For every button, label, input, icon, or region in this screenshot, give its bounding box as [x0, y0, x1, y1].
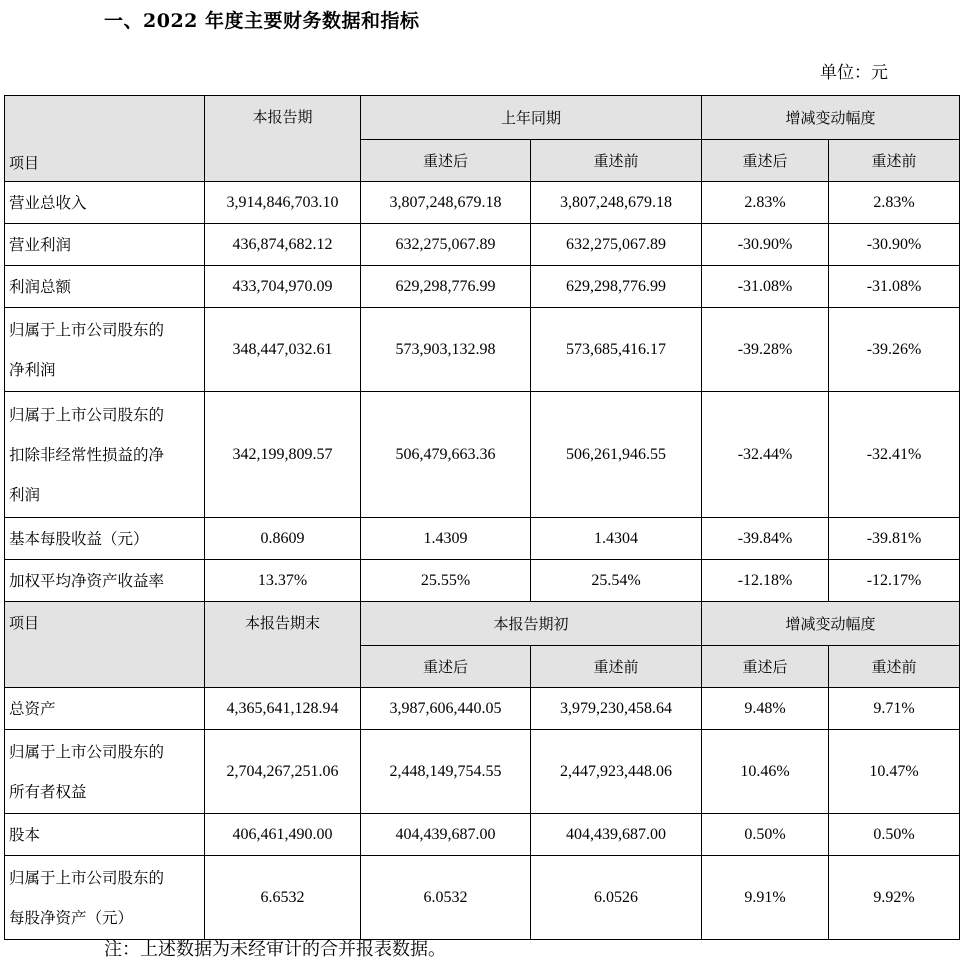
cell-restated: 25.55% — [361, 560, 531, 602]
header-change: 增减变动幅度 — [702, 602, 960, 646]
cell-restated: 573,903,132.98 — [361, 308, 531, 392]
cell-original: 2,447,923,448.06 — [531, 730, 702, 814]
unit-label: 单位：元 — [820, 63, 888, 83]
row-label-line: 利润总额 — [9, 277, 72, 296]
cell-restated: 2,448,149,754.55 — [361, 730, 531, 814]
header-change: 增减变动幅度 — [702, 96, 960, 140]
cell-current: 2,704,267,251.06 — [205, 730, 361, 814]
cell-original: 629,298,776.99 — [531, 266, 702, 308]
cell-chg-restated: -30.90% — [702, 224, 829, 266]
cell-chg-restated: -39.28% — [702, 308, 829, 392]
cell-current: 0.8609 — [205, 518, 361, 560]
table-row — [5, 182, 960, 224]
cell-chg-original: 2.83% — [829, 182, 960, 224]
table-row — [5, 308, 960, 392]
row-label — [5, 182, 205, 224]
cell-current: 406,461,490.00 — [205, 814, 361, 856]
cell-chg-original: 9.71% — [829, 688, 960, 730]
cell-current: 436,874,682.12 — [205, 224, 361, 266]
row-label — [5, 392, 205, 518]
cell-original: 506,261,946.55 — [531, 392, 702, 518]
cell-chg-original: 9.92% — [829, 856, 960, 940]
cell-original: 573,685,416.17 — [531, 308, 702, 392]
header-restated: 重述后 — [361, 140, 531, 182]
header-change-restated: 重述后 — [702, 646, 829, 688]
cell-chg-original: -39.81% — [829, 518, 960, 560]
row-label — [5, 308, 205, 392]
header-item: 项目 — [5, 96, 205, 182]
cell-restated: 3,807,248,679.18 — [361, 182, 531, 224]
cell-chg-restated: 0.50% — [702, 814, 829, 856]
header-row — [5, 96, 960, 140]
header-change-restated: 重述后 — [702, 140, 829, 182]
row-label — [5, 266, 205, 308]
row-label — [5, 730, 205, 814]
cell-chg-restated: 2.83% — [702, 182, 829, 224]
section-title: 一、2022 年度主要财务数据和指标 — [104, 10, 420, 32]
row-label-line: 总资产 — [9, 699, 56, 718]
cell-restated: 1.4309 — [361, 518, 531, 560]
cell-chg-restated: -32.44% — [702, 392, 829, 518]
header-original: 重述前 — [531, 646, 702, 688]
cell-restated: 3,987,606,440.05 — [361, 688, 531, 730]
cell-chg-restated: 9.91% — [702, 856, 829, 940]
table-row — [5, 688, 960, 730]
cell-chg-original: -12.17% — [829, 560, 960, 602]
table-row — [5, 224, 960, 266]
financial-table — [4, 95, 960, 940]
header-item: 项目 — [5, 602, 205, 688]
header-row — [5, 602, 960, 646]
cell-chg-restated: -39.84% — [702, 518, 829, 560]
row-label — [5, 856, 205, 940]
row-label-line: 基本每股收益（元） — [9, 529, 149, 548]
cell-current: 342,199,809.57 — [205, 392, 361, 518]
cell-original: 1.4304 — [531, 518, 702, 560]
cell-chg-restated: -12.18% — [702, 560, 829, 602]
header-current-period-end: 本报告期末 — [205, 602, 361, 688]
cell-chg-original: -32.41% — [829, 392, 960, 518]
cell-chg-original: -30.90% — [829, 224, 960, 266]
row-label-line: 每股净资产（元） — [9, 908, 134, 927]
cell-current: 348,447,032.61 — [205, 308, 361, 392]
row-label-line: 归属于上市公司股东的 — [9, 742, 165, 761]
row-label-line: 所有者权益 — [9, 782, 87, 801]
cell-original: 3,807,248,679.18 — [531, 182, 702, 224]
cell-restated: 6.0532 — [361, 856, 531, 940]
header-period-start: 本报告期初 — [361, 602, 702, 646]
cell-chg-restated: -31.08% — [702, 266, 829, 308]
header-current-period: 本报告期 — [205, 96, 361, 182]
header-original: 重述前 — [531, 140, 702, 182]
row-label-line: 归属于上市公司股东的 — [9, 405, 165, 424]
row-label-line: 归属于上市公司股东的 — [9, 320, 165, 339]
row-label — [5, 518, 205, 560]
cell-restated: 632,275,067.89 — [361, 224, 531, 266]
row-label-line: 归属于上市公司股东的 — [9, 868, 165, 887]
financial-table-body — [5, 96, 960, 940]
table-row — [5, 266, 960, 308]
cell-chg-restated: 9.48% — [702, 688, 829, 730]
header-change-original: 重述前 — [829, 646, 960, 688]
cell-current: 4,365,641,128.94 — [205, 688, 361, 730]
cell-chg-original: -39.26% — [829, 308, 960, 392]
row-label-line: 股本 — [9, 825, 41, 844]
table-row — [5, 856, 960, 940]
table-row — [5, 518, 960, 560]
footnote: 注：上述数据为未经审计的合并报表数据。 — [104, 939, 446, 960]
row-label — [5, 560, 205, 602]
cell-original: 404,439,687.00 — [531, 814, 702, 856]
row-label — [5, 688, 205, 730]
row-label-line: 利润 — [9, 485, 41, 504]
table-row — [5, 560, 960, 602]
row-label-line: 净利润 — [9, 360, 56, 379]
cell-restated: 629,298,776.99 — [361, 266, 531, 308]
cell-chg-original: 0.50% — [829, 814, 960, 856]
cell-restated: 404,439,687.00 — [361, 814, 531, 856]
row-label-line: 营业总收入 — [9, 193, 87, 212]
cell-current: 3,914,846,703.10 — [205, 182, 361, 224]
cell-current: 6.6532 — [205, 856, 361, 940]
cell-chg-original: -31.08% — [829, 266, 960, 308]
row-label-line: 扣除非经常性损益的净 — [9, 445, 165, 464]
table-row — [5, 392, 960, 518]
header-prior-period: 上年同期 — [361, 96, 702, 140]
cell-original: 632,275,067.89 — [531, 224, 702, 266]
cell-original: 25.54% — [531, 560, 702, 602]
cell-chg-restated: 10.46% — [702, 730, 829, 814]
row-label — [5, 224, 205, 266]
header-change-original: 重述前 — [829, 140, 960, 182]
row-label — [5, 814, 205, 856]
row-label-line: 加权平均净资产收益率 — [9, 571, 165, 590]
row-label-line: 营业利润 — [9, 235, 72, 254]
cell-current: 13.37% — [205, 560, 361, 602]
table-row — [5, 730, 960, 814]
cell-original: 6.0526 — [531, 856, 702, 940]
cell-chg-original: 10.47% — [829, 730, 960, 814]
table-row — [5, 814, 960, 856]
header-restated: 重述后 — [361, 646, 531, 688]
cell-original: 3,979,230,458.64 — [531, 688, 702, 730]
cell-current: 433,704,970.09 — [205, 266, 361, 308]
cell-restated: 506,479,663.36 — [361, 392, 531, 518]
